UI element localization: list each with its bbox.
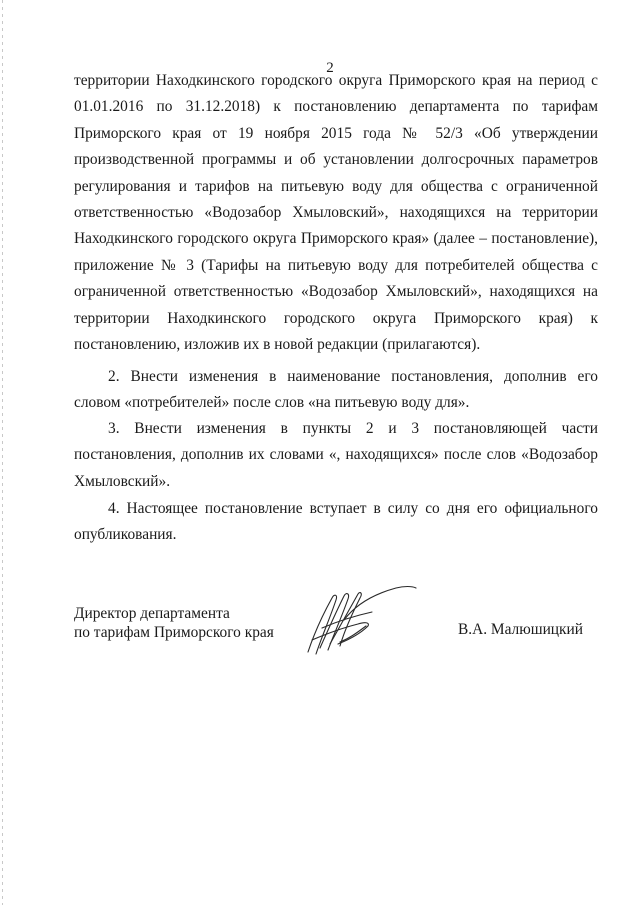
paragraph-4-line: 4. Настоящее постановление вступает в силу со дня его официального (108, 500, 598, 517)
paragraph-1-line: приложение № 3 (Тарифы на питьевую воду для потребителей общества с (74, 256, 598, 274)
paragraph-3 (74, 416, 598, 495)
paragraph-1-line: территории Находкинского городского округа Приморского края на период с (74, 72, 598, 89)
paragraph-3-line: Хмыловский». (74, 472, 171, 490)
signatory-position-line-1: Директор департамента (74, 605, 230, 622)
paragraph-4 (74, 496, 598, 549)
paragraph-1-line: 01.01.2016 по 31.12.2018) к постановлению департамента по тарифам (74, 98, 598, 116)
signatory-position-line-2: по тарифам Приморского края (74, 624, 274, 641)
paragraph-2 (74, 364, 598, 417)
paragraph-4-line: опубликования. (74, 526, 177, 544)
paragraph-1-line: производственной программы и об установлении долгосрочных параметров (74, 151, 598, 169)
paragraph-1-line: ответственностью «Водозабор Хмыловский», находящихся на территории (74, 203, 598, 221)
paragraph-1-line: Находкинского городского округа Приморского края» (далее – постановление), (74, 230, 598, 248)
paragraph-1-line: регулирования и тарифов на питьевую воду для общества с ограниченной (74, 177, 598, 195)
paragraph-2-line: 2. Внести изменения в наименование постановления, дополнив его (108, 368, 598, 385)
paragraph-1-line: территории Находкинского городского округа Приморского края) к (74, 309, 598, 327)
paragraph-1-line: постановлению, изложив их в новой редакции (прилагаются). (74, 335, 481, 353)
page-number: 2 (326, 60, 334, 76)
scan-edge-artifact (2, 0, 3, 905)
paragraph-1-line: ограниченной ответственностью «Водозабор Хмыловский», находящихся на (74, 283, 598, 301)
paragraph-1 (74, 68, 598, 358)
paragraph-3-line: 3. Внести изменения в пункты 2 и 3 постановляющей части (108, 420, 598, 437)
signatory-name: В.А. Малюшицкий (457, 621, 583, 638)
paragraph-1-line: Приморского края от 19 ноября 2015 года № 52/3 «Об утверждении (74, 124, 598, 142)
paragraph-2-line: словом «потребителей» после слов «на питьевую воду для». (74, 394, 470, 412)
paragraph-3-line: постановления, дополнив их словами «, находящихся» после слов «Водозабор (74, 446, 598, 464)
